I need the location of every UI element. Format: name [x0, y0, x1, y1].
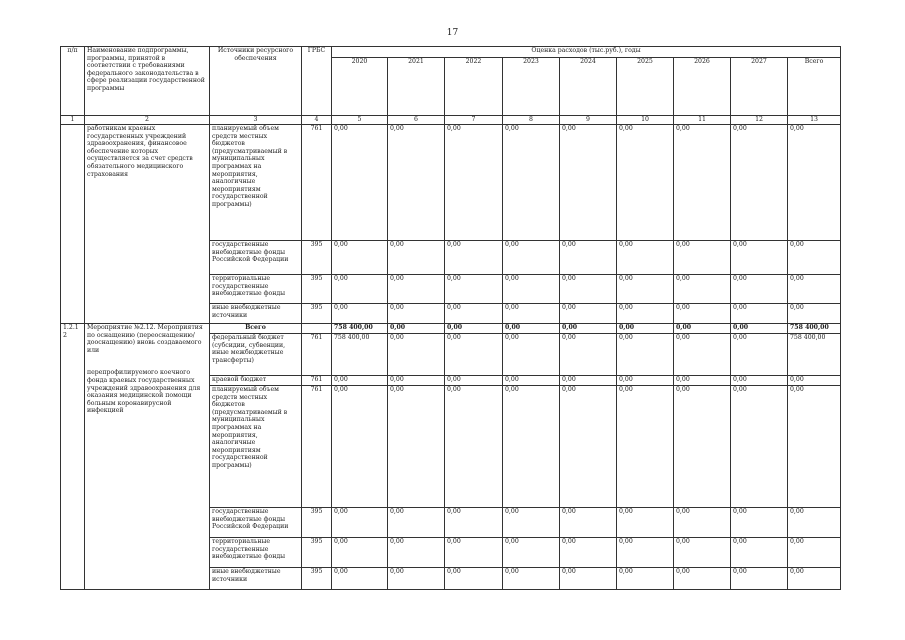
grbs-code	[302, 324, 332, 334]
expense-value: 0,00	[560, 125, 617, 241]
program-name: работникам краевых государственных учреждений здравоохранения, финансовое обеспечение которых осуществляется за счет средств обязательного медицинского страхования	[85, 125, 210, 324]
expense-value: 0,00	[332, 386, 388, 508]
header-year: 2022	[445, 58, 503, 116]
funding-source: территориальные государственные внебюджетные фонды	[210, 275, 302, 304]
header-pp: п/п	[61, 47, 85, 116]
expense-value: 0,00	[731, 376, 788, 386]
expense-value: 0,00	[503, 125, 560, 241]
expense-value-total: 0,00	[445, 324, 503, 334]
expense-value: 0,00	[503, 275, 560, 304]
expense-value-total: 0,00	[560, 324, 617, 334]
expense-value: 0,00	[674, 386, 731, 508]
expense-value: 0,00	[674, 376, 731, 386]
expense-value: 0,00	[503, 538, 560, 568]
expense-value: 0,00	[617, 241, 674, 275]
expense-value: 0,00	[560, 508, 617, 538]
row-number: 1.2.12	[61, 324, 85, 590]
expense-value: 0,00	[388, 386, 445, 508]
expense-value: 0,00	[617, 568, 674, 590]
expense-value: 0,00	[788, 386, 841, 508]
grbs-code: 761	[302, 334, 332, 376]
expense-value: 0,00	[445, 275, 503, 304]
expense-value: 0,00	[731, 538, 788, 568]
grbs-code: 395	[302, 538, 332, 568]
expense-value: 0,00	[731, 508, 788, 538]
expense-value: 0,00	[445, 125, 503, 241]
grbs-code: 761	[302, 376, 332, 386]
expense-value: 0,00	[674, 125, 731, 241]
expense-value-total: 0,00	[388, 324, 445, 334]
expense-table	[60, 46, 841, 590]
expense-value: 0,00	[560, 538, 617, 568]
expense-value: 0,00	[332, 275, 388, 304]
funding-source: иные внебюджетные источники	[210, 568, 302, 590]
page-number: 17	[446, 28, 459, 38]
expense-value: 0,00	[445, 241, 503, 275]
header-year: 2026	[674, 58, 731, 116]
header-year: 2027	[731, 58, 788, 116]
column-index: 1	[61, 116, 85, 125]
expense-value-total: 758 400,00	[332, 324, 388, 334]
expense-value: 0,00	[388, 568, 445, 590]
header-year: 2024	[560, 58, 617, 116]
expense-value: 0,00	[332, 376, 388, 386]
expense-value: 0,00	[731, 275, 788, 304]
expense-value: 0,00	[503, 508, 560, 538]
expense-value-total: 0,00	[503, 324, 560, 334]
table-row-total	[61, 324, 841, 334]
expense-value: 0,00	[503, 386, 560, 508]
funding-source: краевой бюджет	[210, 376, 302, 386]
expense-value: 0,00	[674, 334, 731, 376]
expense-value: 0,00	[388, 275, 445, 304]
column-index: 5	[332, 116, 388, 125]
header-total: Всего	[788, 58, 841, 116]
expense-value: 0,00	[332, 508, 388, 538]
header-year: 2023	[503, 58, 560, 116]
expense-value: 0,00	[674, 304, 731, 324]
expense-value: 0,00	[788, 538, 841, 568]
column-index: 11	[674, 116, 731, 125]
expense-value: 0,00	[731, 334, 788, 376]
grbs-code: 395	[302, 568, 332, 590]
expense-value: 0,00	[445, 376, 503, 386]
expense-value: 0,00	[617, 386, 674, 508]
expense-value: 0,00	[388, 376, 445, 386]
row-number	[61, 125, 85, 324]
expense-value: 0,00	[617, 125, 674, 241]
header-year: 2020	[332, 58, 388, 116]
program-name-bottom: перепрофилируемого коечного фонда краевых государственных учреждений здравоохранения для оказания медицинской помощи больным коронавирусной инфекцией	[87, 369, 201, 415]
header-year: 2025	[617, 58, 674, 116]
funding-source: федеральный бюджет (субсидии, субвенции, иные межбюджетные трансферты)	[210, 334, 302, 376]
expense-value: 0,00	[788, 304, 841, 324]
expense-value: 758 400,00	[788, 334, 841, 376]
expense-value: 0,00	[560, 376, 617, 386]
expense-value: 0,00	[560, 241, 617, 275]
expense-value: 0,00	[617, 275, 674, 304]
expense-value: 0,00	[388, 334, 445, 376]
expense-value: 0,00	[617, 508, 674, 538]
column-index: 8	[503, 116, 560, 125]
header-estimate: Оценка расходов (тыс.руб.), годы	[332, 47, 841, 58]
column-index: 7	[445, 116, 503, 125]
program-name	[85, 324, 210, 590]
expense-value: 0,00	[445, 508, 503, 538]
expense-value: 0,00	[560, 386, 617, 508]
column-index: 9	[560, 116, 617, 125]
expense-value: 0,00	[332, 304, 388, 324]
expense-value-total: 758 400,00	[788, 324, 841, 334]
expense-value: 0,00	[388, 304, 445, 324]
expense-value: 0,00	[445, 334, 503, 376]
column-index-row	[61, 116, 841, 125]
grbs-code: 761	[302, 125, 332, 241]
expense-value: 0,00	[617, 334, 674, 376]
column-index: 4	[302, 116, 332, 125]
grbs-code: 395	[302, 508, 332, 538]
expense-value: 0,00	[674, 275, 731, 304]
expense-value: 0,00	[560, 568, 617, 590]
expense-value: 0,00	[503, 568, 560, 590]
header-row	[61, 47, 841, 58]
expense-value: 0,00	[788, 125, 841, 241]
expense-value: 0,00	[788, 275, 841, 304]
grbs-code: 395	[302, 304, 332, 324]
expense-value: 0,00	[445, 304, 503, 324]
grbs-code: 395	[302, 241, 332, 275]
column-index: 12	[731, 116, 788, 125]
expense-value-total: 0,00	[617, 324, 674, 334]
header-grbs: ГРБС	[302, 47, 332, 116]
column-index: 13	[788, 116, 841, 125]
expense-value: 0,00	[674, 508, 731, 538]
funding-source: планируемый объем средств местных бюджетов (предусматриваемый в муниципальных программах на мероприятия, аналогичные мероприятиям государственной программы)	[210, 386, 302, 508]
program-name-top: Мероприятие №2.12. Мероприятия по оснащению (переоснащению/дооснащению) вновь создаваемого или	[87, 324, 203, 354]
expense-value: 0,00	[788, 508, 841, 538]
expense-value: 0,00	[788, 241, 841, 275]
expense-value: 0,00	[503, 241, 560, 275]
header-source: Источники ресурсного обеспечения	[210, 47, 302, 116]
expense-value: 0,00	[674, 538, 731, 568]
expense-value: 0,00	[731, 304, 788, 324]
expense-value: 0,00	[503, 376, 560, 386]
expense-value: 0,00	[674, 568, 731, 590]
expense-value: 0,00	[617, 538, 674, 568]
column-index: 3	[210, 116, 302, 125]
column-index: 10	[617, 116, 674, 125]
expense-value: 0,00	[503, 304, 560, 324]
expense-value: 0,00	[788, 376, 841, 386]
funding-source: планируемый объем средств местных бюджетов (предусматриваемый в муниципальных программах на мероприятия, аналогичные мероприятиям государственной программы)	[210, 125, 302, 241]
expense-value: 0,00	[674, 241, 731, 275]
expense-value: 0,00	[503, 334, 560, 376]
expense-value: 0,00	[731, 241, 788, 275]
funding-source: территориальные государственные внебюджетные фонды	[210, 538, 302, 568]
funding-source: государственные внебюджетные фонды Российской Федерации	[210, 241, 302, 275]
expense-value: 0,00	[560, 304, 617, 324]
expense-value: 0,00	[445, 386, 503, 508]
expense-value: 0,00	[332, 125, 388, 241]
column-index: 6	[388, 116, 445, 125]
expense-value: 0,00	[445, 538, 503, 568]
table-row	[61, 125, 841, 241]
expense-value: 758 400,00	[332, 334, 388, 376]
expense-value: 0,00	[560, 275, 617, 304]
funding-source-total: Всего	[210, 324, 302, 334]
expense-value: 0,00	[332, 568, 388, 590]
header-year: 2021	[388, 58, 445, 116]
expense-value: 0,00	[332, 538, 388, 568]
expense-value-total: 0,00	[674, 324, 731, 334]
expense-value: 0,00	[731, 125, 788, 241]
expense-value: 0,00	[388, 538, 445, 568]
expense-value: 0,00	[388, 125, 445, 241]
grbs-code: 395	[302, 275, 332, 304]
expense-value: 0,00	[332, 241, 388, 275]
expense-value: 0,00	[445, 568, 503, 590]
grbs-code: 761	[302, 386, 332, 508]
header-name: Наименование подпрограммы, программы, принятой в соответствии с требованиями федерального законодательства в сфере реализации государственной программы	[85, 47, 210, 116]
expense-value: 0,00	[560, 334, 617, 376]
column-index: 2	[85, 116, 210, 125]
expense-value: 0,00	[788, 568, 841, 590]
funding-source: государственные внебюджетные фонды Российской Федерации	[210, 508, 302, 538]
expense-value: 0,00	[731, 386, 788, 508]
expense-value: 0,00	[731, 568, 788, 590]
expense-value: 0,00	[388, 508, 445, 538]
expense-value-total: 0,00	[731, 324, 788, 334]
expense-value: 0,00	[617, 376, 674, 386]
funding-source: иные внебюджетные источники	[210, 304, 302, 324]
expense-value: 0,00	[617, 304, 674, 324]
expense-value: 0,00	[388, 241, 445, 275]
